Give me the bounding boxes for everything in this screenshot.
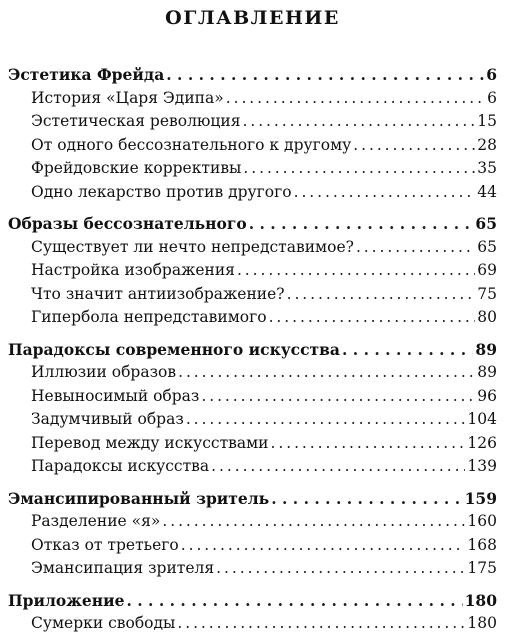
toc-page-number: 180 xyxy=(467,614,497,632)
toc-entry-title: Отказ от третьего xyxy=(31,535,179,554)
toc-entry xyxy=(8,557,497,581)
toc-entry xyxy=(8,361,497,385)
toc-entry-title: Одно лекарство против другого xyxy=(31,182,292,201)
toc-entry xyxy=(8,510,497,534)
dot-leader xyxy=(166,63,484,87)
dot-leader xyxy=(181,534,466,558)
toc-entry-title: Сумерки свободы xyxy=(31,614,176,632)
toc-section-entry xyxy=(8,589,497,613)
toc-entry xyxy=(8,283,497,307)
toc-page-number: 35 xyxy=(477,159,497,177)
dot-leader xyxy=(271,487,462,511)
toc-page-number: 69 xyxy=(477,261,497,279)
toc-list xyxy=(8,63,497,636)
toc-page-number: 89 xyxy=(475,339,497,359)
dot-leader xyxy=(271,432,466,456)
toc-entry xyxy=(8,181,497,205)
toc-page-number: 44 xyxy=(477,182,497,201)
dot-leader xyxy=(126,589,462,613)
toc-entry-title: Иллюзии образов xyxy=(31,363,177,381)
toc-page-number: 180 xyxy=(464,590,497,610)
toc-page-number: 168 xyxy=(467,535,497,554)
toc-entry-title: Что значит антиизображение? xyxy=(31,284,285,303)
toc-page-number: 160 xyxy=(467,512,497,530)
dot-leader xyxy=(243,157,475,181)
toc-entry-title: Эмансипация зрителя xyxy=(31,559,215,577)
toc-entry-title: От одного бессознательного к другому xyxy=(31,135,352,154)
dot-leader xyxy=(243,110,476,134)
toc-entry xyxy=(8,385,497,409)
toc-page-number: 65 xyxy=(475,214,497,233)
toc-section-title: Парадоксы современного искусства xyxy=(8,339,340,359)
toc-entry xyxy=(8,612,497,636)
toc-page-number: 175 xyxy=(467,559,497,577)
toc-section xyxy=(8,63,497,204)
toc-entry-title: Невыносимый образ xyxy=(31,386,200,405)
toc-section-title: Приложение xyxy=(8,590,125,610)
toc-entry xyxy=(8,306,497,330)
toc-entry-title: Задумчивый образ xyxy=(31,410,184,428)
dot-leader xyxy=(294,181,476,205)
toc-page-number: 6 xyxy=(486,65,497,84)
toc-section-title: Эстетика Фрейда xyxy=(8,65,165,84)
toc-entry-title: Парадоксы искусства xyxy=(31,457,210,475)
dot-leader xyxy=(249,212,474,236)
dot-leader xyxy=(356,236,475,260)
toc-entry-title: Эстетическая революция xyxy=(31,112,241,130)
toc-section-entry xyxy=(8,487,497,511)
dot-leader xyxy=(211,455,465,479)
dot-leader xyxy=(342,338,473,362)
toc-entry xyxy=(8,408,497,432)
toc-page-number: 6 xyxy=(487,88,497,107)
toc-page-number: 80 xyxy=(477,308,497,326)
toc-entry xyxy=(8,534,497,558)
dot-leader xyxy=(162,510,465,534)
dot-leader xyxy=(287,283,476,307)
toc-page-number: 126 xyxy=(467,433,497,452)
toc-section xyxy=(8,212,497,330)
dot-leader xyxy=(178,361,475,385)
dot-leader xyxy=(216,557,465,581)
toc-entry xyxy=(8,455,497,479)
dot-leader xyxy=(269,306,476,330)
toc-entry xyxy=(8,134,497,158)
toc-entry-title: Разделение «я» xyxy=(31,512,161,530)
toc-page-number: 159 xyxy=(464,488,497,508)
dot-leader xyxy=(353,134,475,158)
toc-page-number: 139 xyxy=(467,457,497,475)
toc-section xyxy=(8,338,497,479)
toc-entry-title: Фрейдовские коррективы xyxy=(31,159,242,177)
toc-page-number: 75 xyxy=(477,284,497,303)
toc-entry-title: История «Царя Эдипа» xyxy=(31,88,224,107)
toc-page-number: 89 xyxy=(477,363,497,381)
toc-entry xyxy=(8,157,497,181)
dot-leader xyxy=(201,385,475,409)
dot-leader xyxy=(177,612,465,636)
toc-page-number: 65 xyxy=(477,237,497,256)
toc-section-entry xyxy=(8,338,497,362)
toc-section-entry xyxy=(8,63,497,87)
page-title: ОГЛАВЛЕНИЕ xyxy=(165,7,340,29)
toc-entry-title: Перевод между искусствами xyxy=(31,433,269,452)
toc-page-number: 28 xyxy=(477,135,497,154)
dot-leader xyxy=(186,408,466,432)
toc-entry xyxy=(8,432,497,456)
dot-leader xyxy=(226,87,485,111)
dot-leader xyxy=(237,259,475,283)
toc-page-number: 104 xyxy=(467,410,497,428)
toc-section-title: Образы бессознательного xyxy=(8,214,247,233)
toc-entry-title: Настройка изображения xyxy=(31,261,235,279)
toc-entry-title: Гипербола непредставимого xyxy=(31,308,267,326)
toc-page-number: 96 xyxy=(477,386,497,405)
toc-entry xyxy=(8,110,497,134)
toc-entry-title: Существует ли нечто непредставимое? xyxy=(31,237,354,256)
toc-entry xyxy=(8,236,497,260)
toc-entry xyxy=(8,87,497,111)
toc-section-title: Эмансипированный зритель xyxy=(8,488,270,508)
toc-section xyxy=(8,487,497,581)
toc-section xyxy=(8,589,497,636)
toc-entry xyxy=(8,259,497,283)
toc-page-number: 15 xyxy=(477,112,497,130)
toc-section-entry xyxy=(8,212,497,236)
